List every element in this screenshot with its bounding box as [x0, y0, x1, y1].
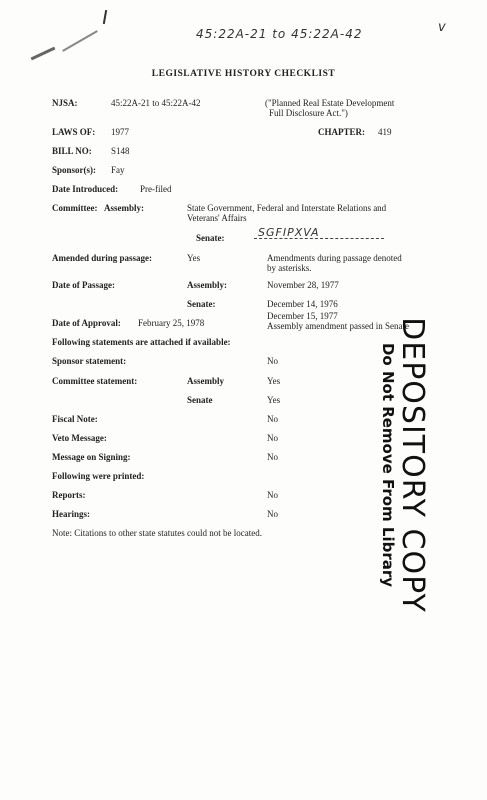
amended-label: Amended during passage:	[52, 253, 153, 263]
reports-value: No	[267, 490, 278, 500]
passage-senate-value2: December 15, 1977	[267, 311, 338, 321]
amended-note-line2: by asterisks.	[267, 263, 312, 273]
stamp-line2: Do Not Remove From Library	[379, 342, 397, 588]
committee-senate-label: Senate:	[196, 233, 225, 243]
sponsor-statement-label: Sponsor statement:	[52, 356, 127, 366]
act-name-line1: ("Planned Real Estate Development	[265, 98, 395, 108]
veto-message-value: No	[267, 433, 278, 443]
page-title: LEGISLATIVE HISTORY CHECKLIST	[151, 69, 336, 79]
amended-value: Yes	[187, 253, 201, 263]
sponsors-label: Sponsor(s):	[52, 165, 97, 175]
chapter-value: 419	[378, 127, 392, 137]
committee-statement-senate-label: Senate	[187, 395, 213, 405]
date-introduced-label: Date Introduced:	[52, 184, 119, 194]
approval-label: Date of Approval:	[52, 318, 121, 328]
bill-no-value: S148	[111, 146, 130, 156]
fiscal-note-label: Fiscal Note:	[52, 414, 98, 424]
passage-senate-note: Assembly amendment passed in Senate	[267, 321, 409, 331]
passage-senate-label: Senate:	[187, 299, 216, 309]
scan-smudge	[103, 10, 107, 24]
passage-assembly-value: November 28, 1977	[267, 280, 339, 290]
bill-no-label: BILL NO:	[52, 146, 92, 156]
scan-smudge	[31, 47, 56, 61]
veto-message-label: Veto Message:	[52, 433, 107, 443]
amended-note-line1: Amendments during passage denoted	[267, 253, 402, 263]
committee-statement-senate-value: Yes	[267, 395, 281, 405]
handwritten-corner-mark: v	[438, 20, 447, 35]
njsa-label: NJSA:	[52, 98, 78, 108]
date-introduced-value: Pre-filed	[140, 184, 172, 194]
scan-smudge	[62, 30, 98, 52]
sponsor-statement-value: No	[267, 356, 278, 366]
message-on-signing-value: No	[267, 452, 278, 462]
stamp-line1: DEPOSITORY COPY	[395, 317, 430, 613]
approval-value: February 25, 1978	[138, 318, 205, 328]
njsa-value: 45:22A-21 to 45:22A-42	[111, 98, 201, 108]
act-name-line2: Full Disclosure Act.")	[269, 108, 348, 118]
citations-note: Note: Citations to other state statutes could not be located.	[52, 528, 262, 538]
passage-senate-value: December 14, 1976	[267, 299, 338, 309]
sponsors-value: Fay	[111, 165, 125, 175]
passage-assembly-label: Assembly:	[187, 280, 227, 290]
hearings-label: Hearings:	[52, 509, 90, 519]
printed-header: Following were printed:	[52, 471, 145, 481]
committee-statement-label: Committee statement:	[52, 376, 138, 386]
committee-statement-assembly-value: Yes	[267, 376, 281, 386]
message-on-signing-label: Message on Signing:	[52, 452, 131, 462]
handwritten-header: 45:22A-21 to 45:22A-42	[196, 27, 363, 41]
committee-statement-assembly-label: Assembly	[187, 376, 225, 386]
senate-committee-handwritten: SGFIPXVA	[258, 226, 320, 239]
attached-header: Following statements are attached if available:	[52, 337, 231, 347]
passage-label: Date of Passage:	[52, 280, 115, 290]
fiscal-note-value: No	[267, 414, 278, 424]
laws-of-value: 1977	[111, 127, 129, 137]
committee-assembly-line2: Veterans' Affairs	[187, 213, 247, 223]
hearings-value: No	[267, 509, 278, 519]
depository-stamp	[370, 317, 438, 613]
committee-assembly-line1: State Government, Federal and Interstate Relations and	[187, 203, 387, 213]
reports-label: Reports:	[52, 490, 86, 500]
laws-of-label: LAWS OF:	[52, 127, 96, 137]
committee-assembly-label: Assembly:	[104, 203, 144, 213]
committee-label: Committee:	[52, 203, 98, 213]
chapter-label: CHAPTER:	[318, 127, 365, 137]
